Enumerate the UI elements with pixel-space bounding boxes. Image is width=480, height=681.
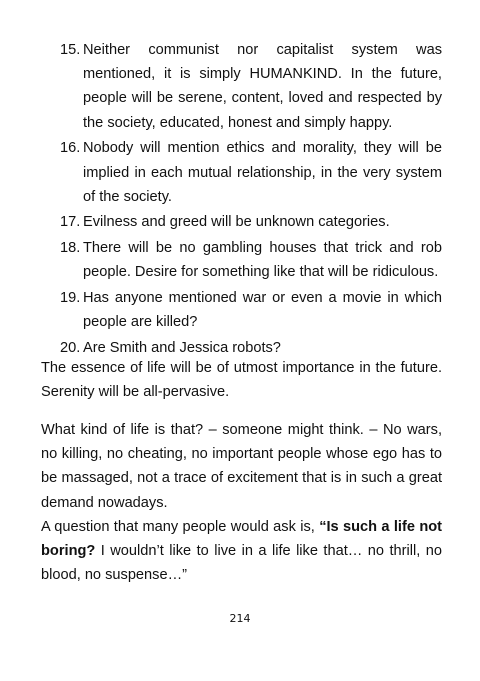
numbered-list: [60, 38, 442, 362]
list-item-text: Nobody will mention ethics and morality, they will be implied in each mutual relationship, in the very system of the society.: [83, 140, 442, 205]
list-item: [60, 236, 442, 284]
list-item: [60, 136, 442, 209]
list-item-text: There will be no gambling houses that trick and rob people. Desire for something like that will be ridiculous.: [83, 240, 442, 281]
list-item: [60, 38, 442, 135]
list-item-number: 16.: [60, 140, 81, 157]
list-item-text: Are Smith and Jessica robots?: [83, 339, 281, 356]
list-item-number: 19.: [60, 290, 81, 307]
paragraph-essence-of-life: The essence of life will be of utmost importance in the future. Serenity will be all-pervasive.: [41, 360, 442, 401]
list-item-number: 20.: [60, 339, 81, 356]
paragraph-what-kind-of-life: What kind of life is that? – someone might think. – No wars, no killing, no cheating, no important people whose ego has to be massaged, not a trace of excitement that is in such a great demand nowadays.: [41, 422, 442, 511]
paragraph-question: [41, 515, 442, 588]
list-item-number: 17.: [60, 214, 81, 231]
list-item-text: Neither communist nor capitalist system was mentioned, it is simply HUMANKIND. In the future, people will be serene, content, loved and respected by the society, educated, honest and simply happy.: [83, 42, 442, 131]
question-tail-text: I wouldn’t like to live in a life like that… no thrill, no blood, no suspense…”: [41, 543, 442, 584]
list-item-text: Evilness and greed will be unknown categories.: [83, 214, 390, 231]
question-lead-text: A question that many people would ask is,: [41, 519, 320, 535]
list-item-text: Has anyone mentioned war or even a movie in which people are killed?: [83, 290, 442, 331]
page-number: 214: [229, 612, 251, 625]
list-item: [60, 210, 442, 234]
list-item-number: 15.: [60, 42, 81, 58]
list-item: [60, 286, 442, 334]
question-bold-text: “Is such a life not boring?: [41, 519, 443, 560]
list-item-number: 18.: [60, 240, 81, 257]
